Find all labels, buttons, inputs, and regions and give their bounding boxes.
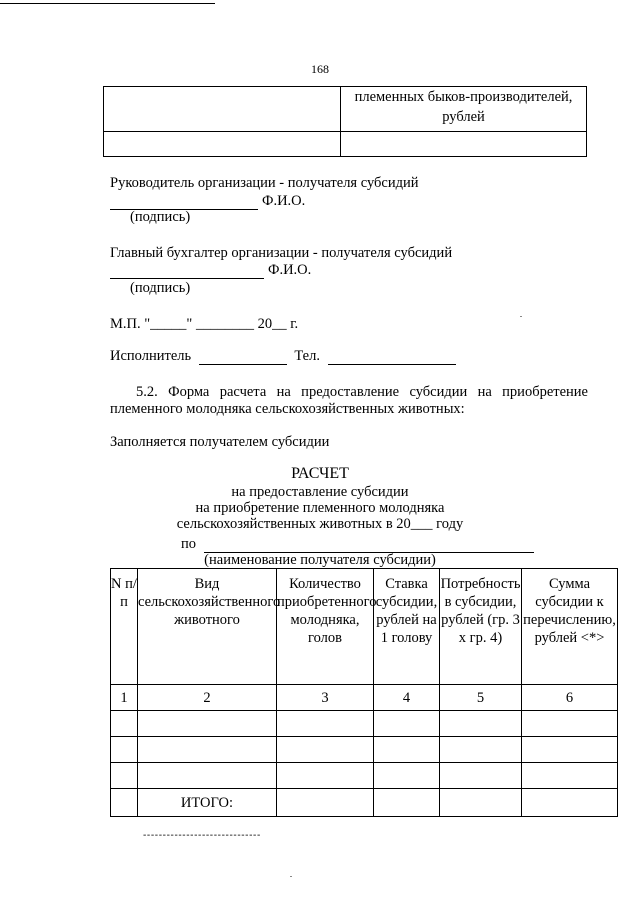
header-cell: Потребность в субсидии, рублей (гр. 3 х гр. 4)	[440, 569, 522, 685]
accountant-title: Главный бухгалтер организации - получателя субсидий	[110, 245, 453, 261]
total-row	[111, 789, 618, 817]
table-row	[104, 132, 587, 157]
table-row	[104, 87, 587, 132]
manager-signature-line	[110, 193, 305, 210]
scan-speck	[520, 316, 522, 317]
col-number: 2	[138, 685, 277, 711]
col-number: 3	[277, 685, 374, 711]
header-cell: N п/п	[111, 569, 138, 685]
footnote-rule: ------------------------------	[143, 830, 261, 841]
recipient-line	[181, 536, 534, 553]
table-cell	[104, 132, 341, 157]
recipient-label: (наименование получателя субсидии)	[204, 552, 436, 568]
header-cell: Ставка субсидии, рублей на 1 голову	[374, 569, 440, 685]
calc-subtitle-2: на приобретение племенного молодняка	[195, 500, 445, 516]
col-number: 6	[522, 685, 618, 711]
table-header-row	[111, 569, 618, 685]
table-cell	[341, 87, 587, 132]
header-cell: Сумма субсидии к перечислению, рублей <*>	[522, 569, 618, 685]
executor-label: Исполнитель	[110, 348, 192, 364]
table-row	[111, 711, 618, 737]
accountant-fio: Ф.И.О.	[268, 262, 312, 278]
table-row	[111, 737, 618, 763]
header-cell: Вид сельскохозяйственного животного	[138, 569, 277, 685]
header-rule	[0, 3, 215, 4]
table-cell	[104, 87, 341, 132]
accountant-signature-label: (подпись)	[130, 280, 191, 296]
manager-signature-label: (подпись)	[130, 209, 191, 225]
calc-subtitle-3: сельскохозяйственных животных в 20___ году	[176, 516, 464, 532]
calc-subtitle-1: на предоставление субсидии	[231, 484, 409, 500]
section-heading-line1: 5.2. Форма расчета на предоставление субсидии на приобретение	[136, 384, 588, 400]
table-cell	[341, 132, 587, 157]
executor-line	[110, 348, 456, 365]
accountant-signature-line	[110, 262, 311, 279]
manager-title: Руководитель организации - получателя субсидий	[110, 175, 419, 191]
stamp-date-line: М.П. "_____" ________ 20__ г.	[110, 316, 299, 332]
calc-table	[110, 568, 618, 817]
col-number: 1	[111, 685, 138, 711]
po-label: по	[181, 536, 197, 552]
scan-speck	[290, 876, 292, 877]
table-row	[111, 763, 618, 789]
col-number: 5	[440, 685, 522, 711]
tel-label: Тел.	[294, 348, 320, 364]
header-cell: Количество приобретенного молодняка, голов	[277, 569, 374, 685]
cell-text: племенных быков-производителей, рублей	[354, 89, 573, 125]
continuation-table	[103, 86, 587, 157]
manager-fio: Ф.И.О.	[262, 193, 306, 209]
column-number-row	[111, 685, 618, 711]
calc-title: РАСЧЕТ	[291, 465, 349, 482]
section-heading-line2: племенного молодняка сельскохозяйственных животных:	[110, 401, 465, 417]
page-number: 168	[311, 62, 329, 76]
total-label: ИТОГО:	[138, 789, 277, 817]
col-number: 4	[374, 685, 440, 711]
fill-note: Заполняется получателем субсидии	[110, 434, 330, 450]
